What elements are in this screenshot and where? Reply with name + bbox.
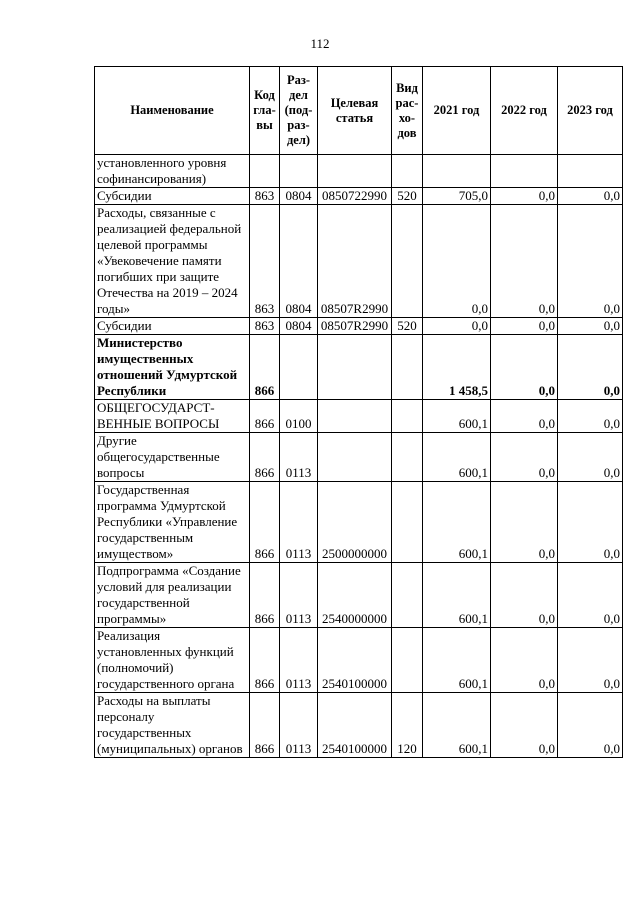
cell-code-glavy: 866 bbox=[250, 335, 280, 400]
cell-code-glavy: 866 bbox=[250, 563, 280, 628]
cell-name: Министерство имущественных отношений Удмуртской Республики bbox=[95, 335, 250, 400]
cell-code-glavy: 863 bbox=[250, 188, 280, 205]
header-2022: 2022 год bbox=[491, 67, 558, 155]
table-row bbox=[95, 188, 623, 205]
table-row bbox=[95, 155, 623, 188]
cell-vid: 520 bbox=[392, 318, 423, 335]
cell-vid bbox=[392, 400, 423, 433]
header-row bbox=[95, 67, 623, 155]
cell-target bbox=[318, 335, 392, 400]
cell-2023 bbox=[558, 155, 623, 188]
cell-name: Расходы, связанные с реализацией федеральной целевой программы «Увековечение памяти погибших при защите Отечества на 2019 – 2024 годы» bbox=[95, 205, 250, 318]
table-row bbox=[95, 563, 623, 628]
header-code-glavy: Код гла- вы bbox=[250, 67, 280, 155]
cell-2023: 0,0 bbox=[558, 318, 623, 335]
cell-2021: 705,0 bbox=[423, 188, 491, 205]
cell-name: Субсидии bbox=[95, 188, 250, 205]
cell-2022: 0,0 bbox=[491, 188, 558, 205]
table-row bbox=[95, 400, 623, 433]
header-2023: 2023 год bbox=[558, 67, 623, 155]
cell-code-glavy: 866 bbox=[250, 433, 280, 482]
cell-name: Другие общегосударственные вопросы bbox=[95, 433, 250, 482]
cell-name: Подпрограмма «Создание условий для реализации государственной программы» bbox=[95, 563, 250, 628]
cell-2021: 600,1 bbox=[423, 563, 491, 628]
budget-table bbox=[94, 66, 623, 758]
cell-code-glavy: 863 bbox=[250, 318, 280, 335]
cell-target: 08507R2990 bbox=[318, 205, 392, 318]
cell-code-glavy: 863 bbox=[250, 205, 280, 318]
cell-target: 2500000000 bbox=[318, 482, 392, 563]
cell-name: Субсидии bbox=[95, 318, 250, 335]
cell-name: ОБЩЕГОСУДАРСТ-ВЕННЫЕ ВОПРОСЫ bbox=[95, 400, 250, 433]
table-row bbox=[95, 693, 623, 758]
cell-razdel: 0113 bbox=[280, 433, 318, 482]
cell-2021: 600,1 bbox=[423, 693, 491, 758]
cell-target: 2540100000 bbox=[318, 693, 392, 758]
cell-2023: 0,0 bbox=[558, 482, 623, 563]
cell-razdel: 0100 bbox=[280, 400, 318, 433]
cell-target: 08507R2990 bbox=[318, 318, 392, 335]
cell-2022: 0,0 bbox=[491, 335, 558, 400]
cell-2022: 0,0 bbox=[491, 433, 558, 482]
cell-2023: 0,0 bbox=[558, 188, 623, 205]
cell-razdel: 0804 bbox=[280, 318, 318, 335]
table-row bbox=[95, 482, 623, 563]
cell-2022: 0,0 bbox=[491, 693, 558, 758]
cell-vid bbox=[392, 155, 423, 188]
cell-2022: 0,0 bbox=[491, 205, 558, 318]
cell-target bbox=[318, 155, 392, 188]
cell-razdel: 0113 bbox=[280, 563, 318, 628]
cell-2022 bbox=[491, 155, 558, 188]
cell-vid bbox=[392, 433, 423, 482]
cell-target: 2540100000 bbox=[318, 628, 392, 693]
cell-2021: 600,1 bbox=[423, 482, 491, 563]
cell-vid: 120 bbox=[392, 693, 423, 758]
cell-2021: 600,1 bbox=[423, 400, 491, 433]
cell-code-glavy: 866 bbox=[250, 628, 280, 693]
table-row bbox=[95, 335, 623, 400]
cell-2023: 0,0 bbox=[558, 335, 623, 400]
cell-2022: 0,0 bbox=[491, 400, 558, 433]
header-razdel: Раз- дел (под- раз- дел) bbox=[280, 67, 318, 155]
table-body bbox=[95, 155, 623, 758]
page-number: 112 bbox=[310, 36, 330, 51]
cell-code-glavy: 866 bbox=[250, 693, 280, 758]
cell-vid bbox=[392, 335, 423, 400]
cell-razdel: 0113 bbox=[280, 482, 318, 563]
cell-name: Государственная программа Удмуртской Республики «Управление государственным имуществом» bbox=[95, 482, 250, 563]
cell-2023: 0,0 bbox=[558, 400, 623, 433]
cell-2022: 0,0 bbox=[491, 563, 558, 628]
cell-razdel: 0113 bbox=[280, 628, 318, 693]
cell-vid bbox=[392, 205, 423, 318]
cell-2021: 600,1 bbox=[423, 433, 491, 482]
table-row bbox=[95, 628, 623, 693]
cell-2023: 0,0 bbox=[558, 205, 623, 318]
cell-2023: 0,0 bbox=[558, 693, 623, 758]
cell-vid bbox=[392, 628, 423, 693]
cell-name: установленного уровня софинансирования) bbox=[95, 155, 250, 188]
cell-vid bbox=[392, 482, 423, 563]
cell-target bbox=[318, 433, 392, 482]
cell-2023: 0,0 bbox=[558, 433, 623, 482]
cell-razdel: 0804 bbox=[280, 188, 318, 205]
cell-2021: 600,1 bbox=[423, 628, 491, 693]
header-2021: 2021 год bbox=[423, 67, 491, 155]
cell-name: Расходы на выплаты персоналу государственных (муниципальных) органов bbox=[95, 693, 250, 758]
cell-razdel: 0113 bbox=[280, 693, 318, 758]
cell-2022: 0,0 bbox=[491, 628, 558, 693]
cell-code-glavy bbox=[250, 155, 280, 188]
cell-razdel bbox=[280, 335, 318, 400]
header-vid: Вид рас- хо- дов bbox=[392, 67, 423, 155]
cell-name: Реализация установленных функций (полномочий) государственного органа bbox=[95, 628, 250, 693]
cell-2022: 0,0 bbox=[491, 318, 558, 335]
cell-vid: 520 bbox=[392, 188, 423, 205]
cell-target: 0850722990 bbox=[318, 188, 392, 205]
header-target: Целевая статья bbox=[318, 67, 392, 155]
cell-target bbox=[318, 400, 392, 433]
header-name: Наименование bbox=[95, 67, 250, 155]
cell-2023: 0,0 bbox=[558, 563, 623, 628]
cell-target: 2540000000 bbox=[318, 563, 392, 628]
cell-2022: 0,0 bbox=[491, 482, 558, 563]
cell-2021 bbox=[423, 155, 491, 188]
cell-code-glavy: 866 bbox=[250, 400, 280, 433]
cell-razdel bbox=[280, 155, 318, 188]
table-row bbox=[95, 433, 623, 482]
cell-razdel: 0804 bbox=[280, 205, 318, 318]
cell-code-glavy: 866 bbox=[250, 482, 280, 563]
table-row bbox=[95, 318, 623, 335]
cell-2021: 0,0 bbox=[423, 318, 491, 335]
cell-2023: 0,0 bbox=[558, 628, 623, 693]
cell-2021: 0,0 bbox=[423, 205, 491, 318]
table-row bbox=[95, 205, 623, 318]
cell-vid bbox=[392, 563, 423, 628]
cell-2021: 1 458,5 bbox=[423, 335, 491, 400]
